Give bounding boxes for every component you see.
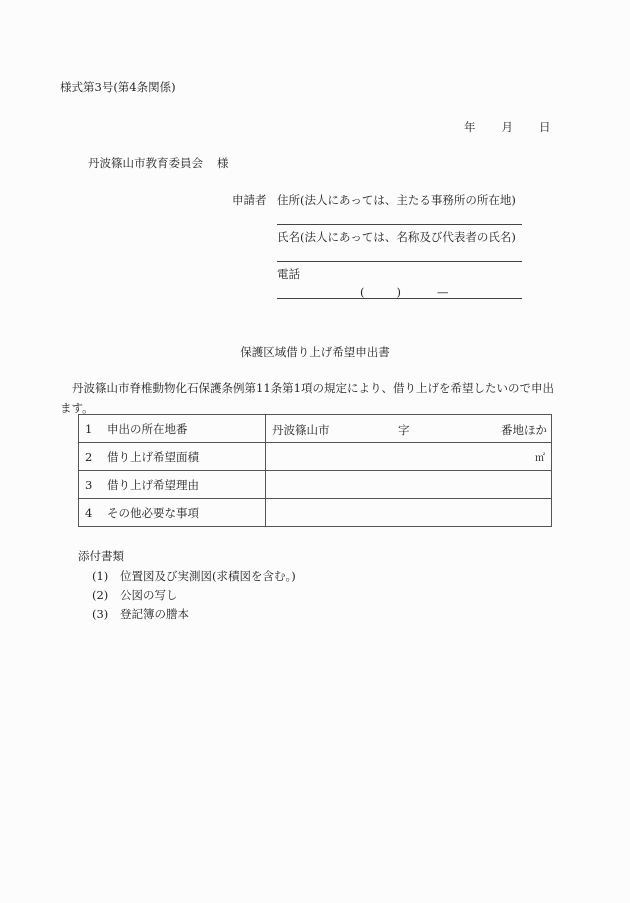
attachments-title: 添付書類 [78, 549, 124, 563]
area-unit: ㎡ [535, 453, 545, 464]
recipient [88, 155, 229, 171]
row-label-cell [79, 443, 266, 471]
attachment-number: (1) [92, 569, 109, 583]
reason-value-cell[interactable] [266, 471, 552, 499]
attachment-label: 位置図及び実測図(求積図を含む。) [120, 569, 296, 583]
row-label-cell [79, 471, 266, 499]
recipient-honorific: 様 [217, 156, 229, 170]
table-row [79, 443, 552, 471]
area-value-cell[interactable] [266, 443, 552, 471]
attachment-number: (3) [92, 607, 109, 621]
application-table [78, 414, 552, 527]
location-aza: 字 [398, 423, 410, 437]
row-number: 4 [85, 505, 93, 520]
location-banchi: 番地ほか [501, 423, 547, 437]
phone-label: 電話 [277, 267, 300, 281]
address-input-line[interactable] [277, 224, 522, 225]
phone-input-line[interactable] [277, 298, 522, 299]
document-title: 保護区域借り上げ希望申出書 [240, 345, 390, 359]
recipient-name: 丹波篠山市教育委員会 [88, 156, 203, 170]
body-text [60, 378, 560, 418]
row-label: 借り上げ希望面積 [107, 449, 199, 464]
date-line [464, 119, 551, 135]
name-label: 氏名(法人にあっては、名称及び代表者の氏名) [277, 230, 516, 244]
other-value-cell[interactable] [266, 499, 552, 527]
row-label: その他必要な事項 [107, 505, 199, 520]
phone-dash: — [437, 285, 449, 299]
name-input-line[interactable] [277, 261, 522, 262]
row-label: 申出の所在地番 [107, 421, 188, 436]
address-label: 住所(法人にあっては、主たる事務所の所在地) [277, 193, 516, 207]
location-city: 丹波篠山市 [272, 423, 330, 437]
phone-open-paren: ( [360, 285, 365, 299]
table-row [79, 415, 552, 443]
date-year-label: 年 [464, 120, 476, 134]
location-value-cell[interactable] [266, 415, 552, 443]
row-number: 3 [85, 477, 93, 492]
date-month-label: 月 [501, 120, 513, 134]
attachment-number: (2) [92, 588, 109, 602]
attachment-item [92, 587, 178, 603]
body-paragraph: 丹波篠山市脊椎動物化石保護条例第11条第1項の規定により、借り上げを希望したいので申出ます。 [60, 381, 554, 415]
row-label-cell [79, 499, 266, 527]
row-label-cell [79, 415, 266, 443]
attachment-item [92, 606, 189, 622]
table-row [79, 471, 552, 499]
attachment-item [92, 568, 296, 584]
form-number: 様式第3号(第4条関係) [60, 80, 176, 94]
table-row [79, 499, 552, 527]
row-number: 2 [85, 449, 93, 464]
date-day-label: 日 [539, 120, 551, 134]
row-label: 借り上げ希望理由 [107, 477, 199, 492]
row-number: 1 [85, 421, 93, 436]
attachment-label: 公図の写し [120, 588, 178, 602]
applicant-label: 申請者 [232, 193, 267, 207]
phone-format [360, 285, 449, 299]
phone-close-paren: ) [396, 285, 401, 299]
attachment-label: 登記簿の謄本 [120, 607, 189, 621]
